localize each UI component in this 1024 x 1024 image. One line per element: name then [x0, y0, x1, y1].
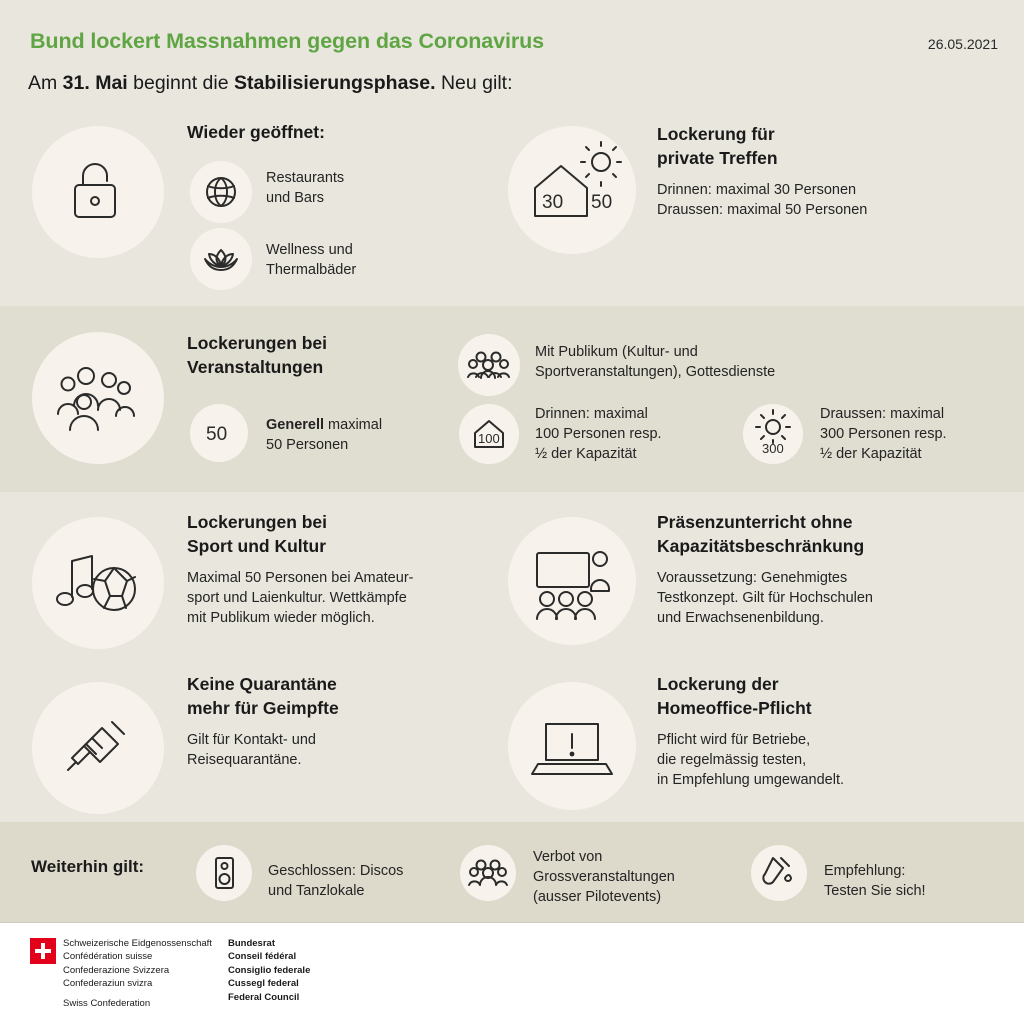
opened-heading: Wieder geöffnet:: [187, 122, 325, 142]
test-tube-circle: [751, 845, 807, 901]
private-meetings-heading-line1: Lockerung für: [657, 124, 775, 144]
outdoor-capacity-number: 300: [762, 441, 784, 456]
footer-swiss-confederation: Swiss Confederation: [63, 998, 151, 1009]
sun-icon: [746, 407, 800, 461]
audience-circle: [458, 334, 520, 396]
still-item-2-line2: Testen Sie sich!: [824, 883, 926, 899]
still-item-2-text: [824, 861, 926, 901]
ball-circle: [190, 161, 252, 223]
open-padlock-icon: [57, 151, 139, 233]
quarantine-heading-line1: Keine Quarantäne: [187, 674, 337, 694]
homeoffice-heading-line1: Lockerung der: [657, 674, 779, 694]
indoor-capacity-number: 100: [478, 431, 500, 446]
still-item-1-line2: Grossveranstaltungen: [533, 869, 675, 885]
opened-item-0-line1: Restaurants: [266, 170, 345, 186]
footer-divider: [0, 922, 1024, 923]
events-heading: [187, 332, 327, 379]
footer-council-2: Consiglio federale: [228, 964, 311, 976]
outdoor-capacity-circle: [743, 404, 803, 464]
events-indoor-line2: 100 Personen resp.: [535, 426, 662, 442]
events-general-line2: 50 Personen: [266, 437, 349, 453]
events-indoor-line3: ½ der Kapazität: [535, 446, 637, 462]
footer-council-0: Bundesrat: [228, 938, 275, 949]
teaching-line2: Testkonzept. Gilt für Hochschulen: [657, 590, 873, 606]
opened-item-1-line1: Wellness und: [266, 242, 353, 258]
events-general-rest: maximal: [324, 417, 383, 433]
ball-icon: [201, 172, 241, 212]
private-meetings-text: [657, 180, 867, 220]
subtitle-part-3: Neu gilt:: [435, 72, 513, 94]
still-item-0-line2: und Tanzlokale: [268, 883, 365, 899]
sport-line3: mit Publikum wieder möglich.: [187, 610, 375, 626]
homeoffice-line3: in Empfehlung umgewandelt.: [657, 772, 845, 788]
speaker-icon: [205, 852, 243, 894]
events-outdoor-text: [820, 404, 947, 464]
test-tube-icon: [759, 852, 799, 894]
house-sun-circle: [508, 126, 636, 254]
homeoffice-line2: die regelmässig testen,: [657, 752, 807, 768]
footer-language-1: Confédération suisse: [63, 951, 153, 963]
open-padlock-circle: [32, 126, 164, 258]
syringe-circle: [32, 682, 164, 814]
footer-languages: [63, 937, 212, 991]
teaching-text: [657, 568, 873, 628]
still-item-0-line1: Geschlossen: Discos: [268, 863, 404, 879]
events-audience-text: [535, 342, 775, 382]
events-general-bold: Generell: [266, 417, 325, 433]
teaching-line3: und Erwachsenenbildung.: [657, 610, 824, 626]
homeoffice-line1: Pflicht wird für Betriebe,: [657, 732, 811, 748]
events-general-text: [266, 415, 382, 455]
general-limit-circle: [190, 404, 248, 462]
crowd-small-circle: [460, 845, 516, 901]
lotus-circle: [190, 228, 252, 290]
opened-item-1-text: [266, 240, 356, 280]
sport-heading: [187, 511, 327, 558]
sport-line2: sport und Laienkultur. Wettkämpfe: [187, 590, 407, 606]
house-icon: [463, 409, 515, 459]
events-audience-line2: Sportveranstaltungen), Gottesdienste: [535, 364, 776, 380]
subtitle-date: 31. Mai: [62, 72, 128, 94]
classroom-icon: [525, 539, 619, 623]
private-meetings-heading: [657, 123, 778, 170]
laptop-warning-circle: [508, 682, 636, 810]
homeoffice-heading-line2: Homeoffice-Pflicht: [657, 697, 812, 718]
quarantine-text: [187, 730, 316, 770]
footer-council-4: Federal Council: [228, 991, 300, 1003]
quarantine-heading-line2: mehr für Geimpfte: [187, 697, 339, 718]
events-heading-line1: Lockerungen bei: [187, 333, 328, 353]
private-meetings-line2: Draussen: maximal 50 Personen: [657, 202, 868, 218]
opened-item-0-line2: und Bars: [266, 190, 325, 206]
events-audience-line1: Mit Publikum (Kultur- und: [535, 344, 698, 360]
sport-text: [187, 568, 413, 628]
opened-item-1-line2: Thermalbäder: [266, 262, 357, 278]
sport-heading-line2: Sport und Kultur: [187, 535, 327, 556]
still-item-2-line1: Empfehlung:: [824, 863, 906, 879]
still-item-1-line3: (ausser Pilotevents): [533, 889, 662, 905]
teaching-heading-line2: Kapazitätsbeschränkung: [657, 535, 865, 556]
lotus-icon: [200, 238, 242, 280]
footer-language-3: Confederaziun svizra: [63, 978, 153, 990]
crowd-icon: [52, 358, 144, 438]
events-outdoor-line3: ½ der Kapazität: [820, 446, 922, 462]
general-limit-number: 50: [206, 424, 228, 445]
still-item-1-line1: Verbot von: [533, 849, 603, 865]
teaching-heading-line1: Präsenzunterricht ohne: [657, 512, 853, 532]
teaching-line1: Voraussetzung: Genehmigtes: [657, 570, 848, 586]
private-meetings-line1: Drinnen: maximal 30 Personen: [657, 182, 857, 198]
page-subtitle: [28, 72, 513, 95]
footer-council-3: Cussegl federal: [228, 978, 299, 990]
footer-council: [228, 937, 310, 1004]
quarantine-line1: Gilt für Kontakt- und: [187, 732, 316, 748]
audience-icon: [466, 345, 512, 385]
subtitle-phase: Stabilisierungsphase.: [233, 72, 436, 94]
speaker-circle: [196, 845, 252, 901]
quarantine-line2: Reisequarantäne.: [187, 752, 302, 768]
events-indoor-text: [535, 404, 662, 464]
still-applies-heading: Weiterhin gilt:: [31, 857, 145, 876]
teaching-heading: [657, 511, 864, 558]
swiss-flag-icon: [30, 938, 56, 964]
private-meetings-heading-line2: private Treffen: [657, 147, 778, 168]
laptop-warning-icon: [526, 706, 618, 786]
homeoffice-text: [657, 730, 844, 790]
homeoffice-heading: [657, 673, 812, 720]
events-general-line1: [266, 415, 382, 435]
indoor-limit-number: 30: [542, 192, 564, 213]
footer-language-2: Confederazione Svizzera: [63, 964, 170, 976]
page-title: Bund lockert Massnahmen gegen das Coronavirus: [30, 29, 545, 53]
still-item-0-text: [268, 861, 403, 901]
footer-language-0: Schweizerische Eidgenossenschaft: [63, 938, 212, 949]
indoor-capacity-circle: [459, 404, 519, 464]
sport-line1: Maximal 50 Personen bei Amateur-: [187, 570, 414, 586]
opened-item-0-text: [266, 168, 344, 208]
syringe-icon: [56, 706, 140, 790]
crowd-small-icon: [467, 854, 509, 892]
classroom-circle: [508, 517, 636, 645]
still-item-1-text: [533, 847, 675, 907]
subtitle-part-2: beginnt die: [127, 72, 234, 94]
sport-heading-line1: Lockerungen bei: [187, 512, 328, 532]
general-limit-number-icon: [190, 404, 248, 462]
outdoor-limit-number: 50: [591, 192, 613, 213]
crowd-circle: [32, 332, 164, 464]
music-football-circle: [32, 517, 164, 649]
subtitle-part-1: Am: [28, 72, 63, 94]
quarantine-heading: [187, 673, 339, 720]
publication-date: 26.05.2021: [927, 36, 998, 52]
events-outdoor-line1: Draussen: maximal: [820, 406, 945, 422]
events-heading-line2: Veranstaltungen: [187, 356, 324, 377]
house-sun-icon: [517, 140, 627, 240]
footer-council-1: Conseil fédéral: [228, 951, 297, 963]
events-outdoor-line2: 300 Personen resp.: [820, 426, 947, 442]
music-football-icon: [52, 541, 144, 625]
events-indoor-line1: Drinnen: maximal: [535, 406, 648, 422]
